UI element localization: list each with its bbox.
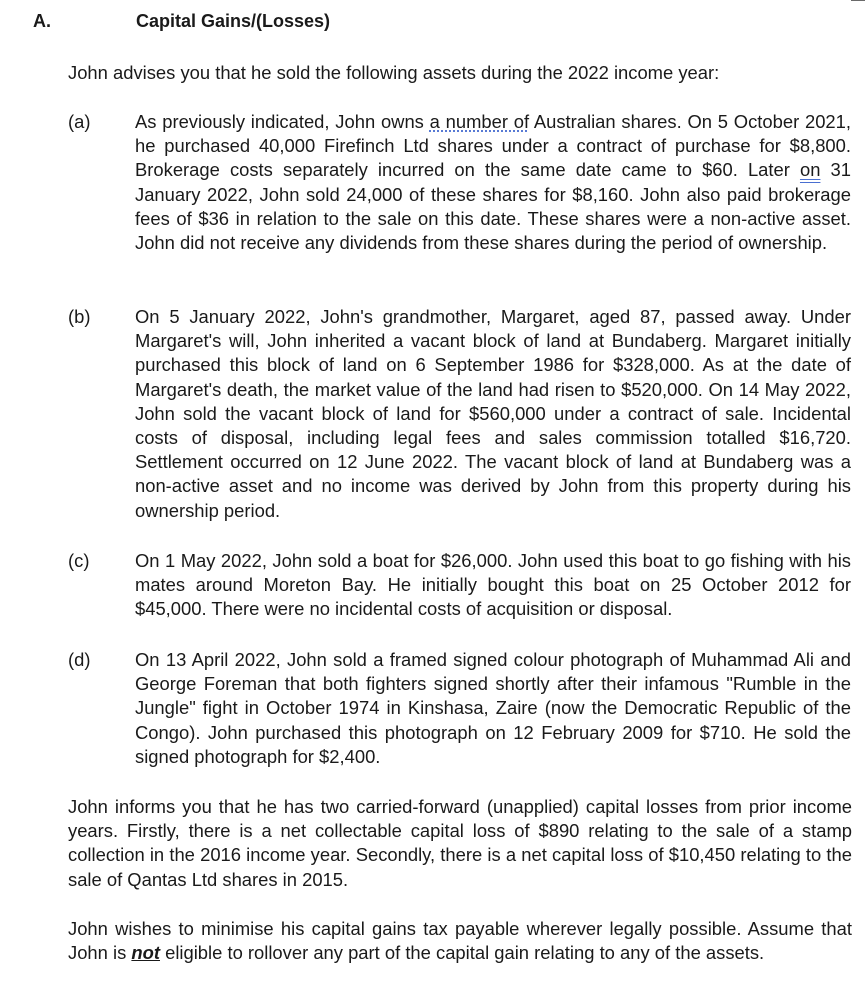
text-run: John wishes to minimise his capital gains tax payable wherever legally possible. Assume that John is xyxy=(68,918,852,964)
item-label: (b) xyxy=(68,306,91,327)
item-label: (d) xyxy=(68,649,91,670)
item-text: On 13 April 2022, John sold a framed signed colour photograph of Muhammad Ali and George Foreman that both fighters signed shortly after their infamous "Rumble in the Jungle" fight in October 1974 in Kinshasa, Zaire (now the Democratic Republic of the Congo). John purchased this photograph on 12 February 2009 for $710. He sold the signed photograph for $2,400. xyxy=(135,649,851,767)
page-corner-mark xyxy=(851,0,865,2)
intro-paragraph: John advises you that he sold the following assets during the 2022 income year: xyxy=(68,62,720,83)
section-letter: A. xyxy=(33,11,51,31)
text-run: eligible to rollover any part of the capital gain relating to any of the assets. xyxy=(159,942,765,964)
item-text: On 1 May 2022, John sold a boat for $26,000. John used this boat to go fishing with his mates around Moreton Bay. He initially bought this boat on 25 October 2012 for $45,000. There were no incidental costs of acquisition or disposal. xyxy=(135,550,851,620)
grammar-flagged-phrase: a number of xyxy=(429,111,530,132)
item-label: (a) xyxy=(68,111,91,132)
emphasis-not: not xyxy=(131,942,160,964)
section-heading xyxy=(0,11,865,35)
grammar-flagged-word: on xyxy=(799,159,821,181)
text-run: Australian shares. On 5 October 2021, he purchased 40,000 Firefinch Ltd shares under a contract of purchase for $8,800. Brokerage costs separately incurred on the same date came to $60. Later xyxy=(135,111,851,181)
losses-paragraph: John informs you that he has two carried-forward (unapplied) capital losses from prior income years. Firstly, there is a net collectable capital loss of $890 relating to the sale of a stamp collection in the 2016 income year. Secondly, there is a net capital loss of $10,450 relating to the sale of Qantas Ltd shares in 2015. xyxy=(68,796,852,890)
section-title: Capital Gains/(Losses) xyxy=(136,11,331,31)
item-label: (c) xyxy=(68,550,90,571)
final-paragraph xyxy=(68,917,852,965)
item-text xyxy=(135,110,851,255)
text-run: As previously indicated, John owns xyxy=(135,111,430,132)
text-run: 31 January 2022, John sold 24,000 of these shares for $8,160. John also paid brokerage fees of $36 in relation to the sale on this date. These shares were a non-active asset. John did not receive any dividends from these shares during the period of ownership. xyxy=(135,159,851,254)
item-text: On 5 January 2022, John's grandmother, Margaret, aged 87, passed away. Under Margaret's will, John inherited a vacant block of land at Bundaberg. Margaret initially purchased this block of land on 6 September 1986 for $328,000. As at the date of Margaret's death, the market value of the land had risen to $520,000. On 14 May 2022, John sold the vacant block of land for $560,000 under a contract of sale. Incidental costs of disposal, including legal fees and sales commission totalled $16,720. Settlement occurred on 12 June 2022. The vacant block of land at Bundaberg was a non-active asset and no income was derived by John from this property during his ownership period. xyxy=(135,306,851,521)
